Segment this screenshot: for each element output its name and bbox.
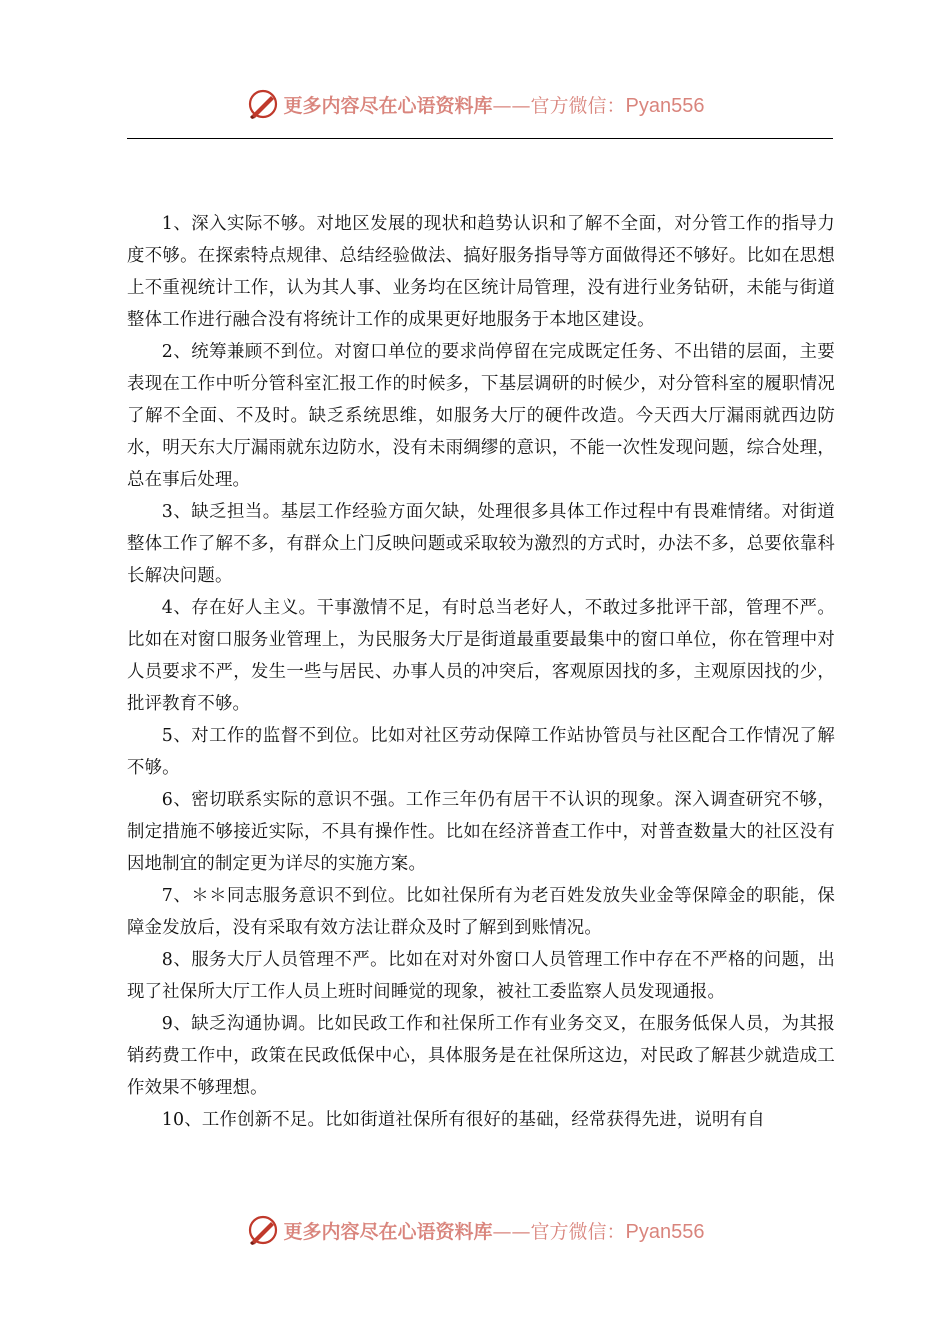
document-body (127, 208, 835, 1136)
paragraph-7: 7、＊＊同志服务意识不到位。比如社保所有为老百姓发放失业金等保障金的职能，保障金发放后，没有采取有效方法让群众及时了解到到账情况。 (127, 886, 835, 938)
header-separator: —— (492, 94, 531, 117)
paragraph-3: 3、缺乏担当。基层工作经验方面欠缺，处理很多具体工作过程中有畏难情绪。对街道整体工作了解不多，有群众上门反映问题或采取较为激烈的方式时，办法不多，总要依靠科长解决问题。 (127, 502, 835, 586)
header-text (284, 91, 705, 118)
header-wechat-label: 官方微信： (530, 94, 626, 117)
paragraph-6: 6、密切联系实际的意识不强。工作三年仍有居干不认识的现象。深入调查研究不够，制定措施不够接近实际，不具有操作性。比如在经济普查工作中，对普查数量大的社区没有因地制宜的制定更为详尽的实施方案。 (127, 790, 835, 874)
paragraph-5: 5、对工作的监督不到位。比如对社区劳动保障工作站协管员与社区配合工作情况了解不够。 (127, 726, 835, 778)
header-site-name: 更多内容尽在心语资料库 (283, 94, 493, 117)
paragraph-2: 2、统筹兼顾不到位。对窗口单位的要求尚停留在完成既定任务、不出错的层面，主要表现在工作中听分管科室汇报工作的时候多，下基层调研的时候少，对分管科室的履职情况了解不全面、不及时。缺乏系统思维，如服务大厅的硬件改造。今天西大厅漏雨就西边防水，明天东大厅漏雨就东边防水，没有未雨绸缪的意识，不能一次性发现问题，综合处理，总在事后处理。 (127, 342, 835, 490)
footer-banner (0, 1210, 950, 1250)
paragraph-10: 10、工作创新不足。比如街道社保所有很好的基础，经常获得先进，说明有自 (161, 1110, 765, 1130)
paragraph-4: 4、存在好人主义。干事激情不足，有时总当老好人，不敢过多批评干部，管理不严。比如在对窗口服务业管理上，为民服务大厅是街道最重要最集中的窗口单位，你在管理中对人员要求不严，发生一些与居民、办事人员的冲突后，客观原因找的多，主观原因找的少，批评教育不够。 (127, 598, 835, 714)
paragraph-9: 9、缺乏沟通协调。比如民政工作和社保所工作有业务交叉，在服务低保人员，为其报销药费工作中，政策在民政低保中心，具体服务是在社保所这边，对民政了解甚少就造成工作效果不够理想。 (127, 1014, 835, 1098)
footer-site-name: 更多内容尽在心语资料库 (283, 1220, 493, 1243)
pen-logo-icon (246, 1213, 280, 1247)
footer-wechat-label: 官方微信： (530, 1220, 626, 1243)
footer-text (284, 1217, 705, 1244)
footer-separator: —— (492, 1220, 531, 1243)
paragraph-8: 8、服务大厅人员管理不严。比如在对对外窗口人员管理工作中存在不严格的问题，出现了社保所大厅工作人员上班时间睡觉的现象，被社工委监察人员发现通报。 (127, 950, 835, 1002)
footer-wechat-id: Pyan556 (625, 1220, 705, 1243)
paragraph-1: 1、深入实际不够。对地区发展的现状和趋势认识和了解不全面，对分管工作的指导力度不够。在探索特点规律、总结经验做法、搞好服务指导等方面做得还不够好。比如在思想上不重视统计工作，认为其人事、业务均在区统计局管理，没有进行业务钻研，未能与街道整体工作进行融合没有将统计工作的成果更好地服务于本地区建设。 (127, 214, 835, 330)
header-rule (127, 138, 833, 139)
pen-logo-icon (246, 87, 280, 121)
header-banner (0, 84, 950, 124)
header-wechat-id: Pyan556 (625, 94, 705, 117)
